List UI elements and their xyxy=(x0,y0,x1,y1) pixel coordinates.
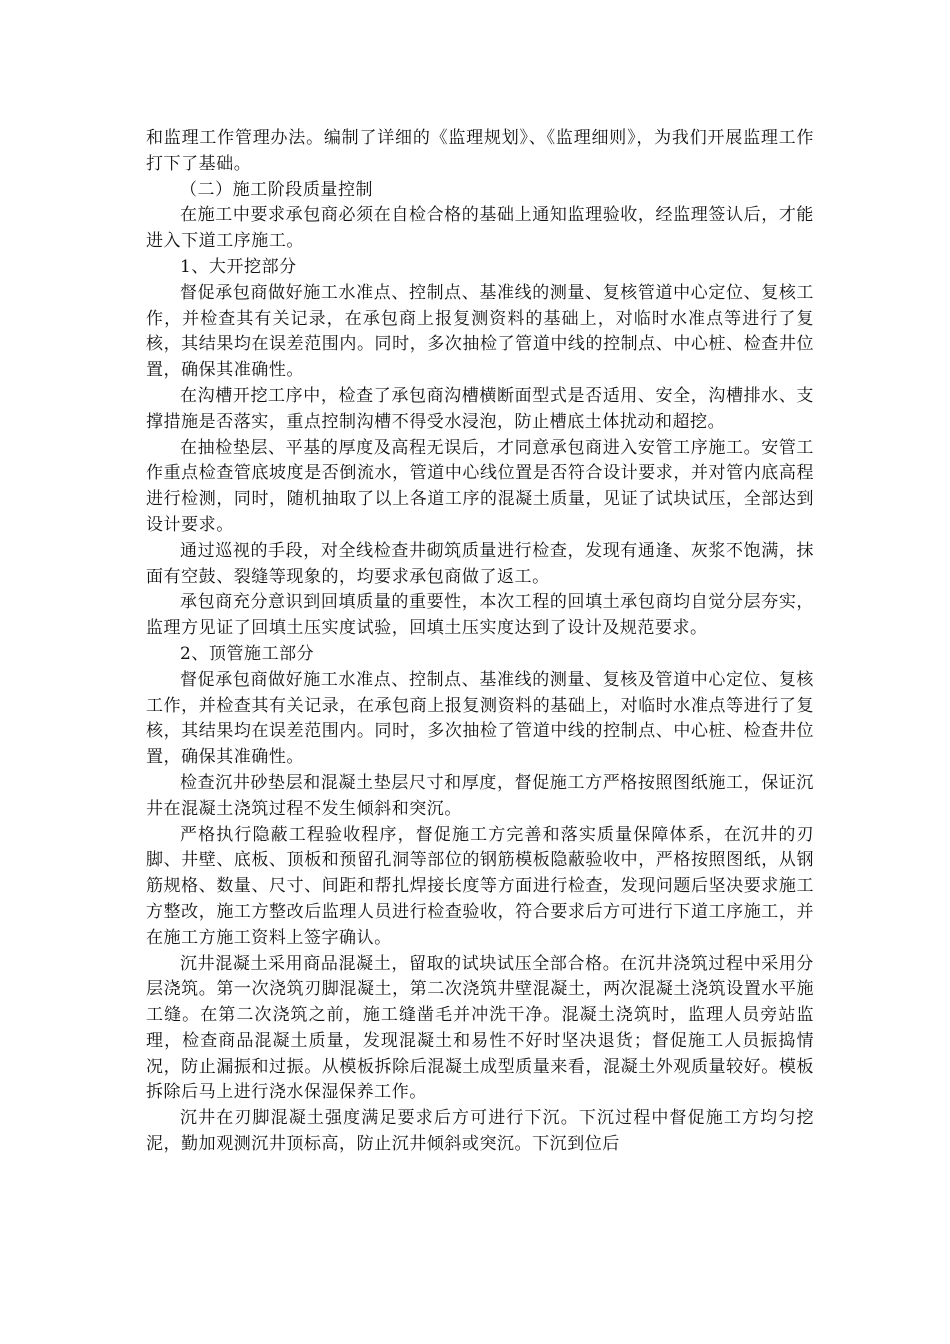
section-heading-construction-quality: （二）施工阶段质量控制 xyxy=(180,179,374,200)
paragraph: 沉井混凝土采用商品混凝土，留取的试块试压全部合格。在沉井浇筑过程中采用分层浇筑。第一次浇筑刃脚混凝土，第二次浇筑井壁混凝土，两次混凝土浇筑设置水平施工缝。在第二次浇筑之前，施工缝凿毛并冲洗干净。混凝土浇筑时，监理人员旁站监理，检查商品混凝土质量，发现混凝土和易性不好时坚决退货；督促施工人员振捣情况，防止漏振和过振。从模板拆除后混凝土成型质量来看，混凝土外观质量较好。模板拆除后马上进行浇水保湿保养工作。 xyxy=(146,953,814,1103)
document-body xyxy=(146,126,814,1158)
paragraph: 沉井在刃脚混凝土强度满足要求后方可进行下沉。下沉过程中督促施工方均匀挖泥，勤加观测沉井顶标高，防止沉井倾斜或突沉。下沉到位后 xyxy=(146,1108,814,1155)
paragraph-intro-continued: 和监理工作管理办法。编制了详细的《监理规划》、《监理细则》，为我们开展监理工作打下了基础。 xyxy=(146,128,814,174)
paragraph: 督促承包商做好施工水准点、控制点、基准线的测量、复核管道中心定位、复核工作，并检查其有关记录，在承包商上报复测资料的基础上，对临时水准点等进行了复核，其结果均在误差范围内。同时，多次抽检了管道中线的控制点、中心桩、检查井位置，确保其准确性。 xyxy=(146,282,814,381)
paragraph: 承包商充分意识到回填质量的重要性，本次工程的回填土承包商均自觉分层夯实，监理方见证了回填土压实度试验，回填土压实度达到了设计及规范要求。 xyxy=(146,592,814,639)
subsection-heading-pipe-jacking: 2、顶管施工部分 xyxy=(180,643,315,664)
subsection-heading-excavation: 1、大开挖部分 xyxy=(180,256,297,277)
paragraph: 严格执行隐蔽工程验收程序，督促施工方完善和落实质量保障体系，在沉井的刃脚、井壁、底板、顶板和预留孔洞等部位的钢筋模板隐蔽验收中，严格按照图纸，从钢筋规格、数量、尺寸、间距和帮扎焊接长度等方面进行检查，发现问题后坚决要求施工方整改，施工方整改后监理人员进行检查验收，符合要求后方可进行下道工序施工，并在施工方施工资料上签字确认。 xyxy=(146,824,814,948)
paragraph: 在施工中要求承包商必须在自检合格的基础上通知监理验收，经监理签认后，才能进入下道工序施工。 xyxy=(146,205,814,252)
paragraph: 检查沉井砂垫层和混凝土垫层尺寸和厚度，督促施工方严格按照图纸施工，保证沉井在混凝土浇筑过程不发生倾斜和突沉。 xyxy=(146,772,814,819)
paragraph: 通过巡视的手段，对全线检查井砌筑质量进行检查，发现有通逢、灰浆不饱满，抹面有空鼓、裂缝等现象的，均要求承包商做了返工。 xyxy=(146,540,814,587)
paragraph: 在沟槽开挖工序中，检查了承包商沟槽横断面型式是否适用、安全，沟槽排水、支撑措施是否落实，重点控制沟槽不得受水浸泡，防止槽底土体扰动和超挖。 xyxy=(146,385,814,432)
paragraph: 在抽检垫层、平基的厚度及高程无误后，才同意承包商进入安管工序施工。安管工作重点检查管底坡度是否倒流水，管道中心线位置是否符合设计要求，并对管内底高程进行检测，同时，随机抽取了以上各道工序的混凝土质量，见证了试块试压，全部达到设计要求。 xyxy=(146,437,814,535)
paragraph: 督促承包商做好施工水准点、控制点、基准线的测量、复核及管道中心定位、复核工作，并检查其有关记录，在承包商上报复测资料的基础上，对临时水准点等进行了复核，其结果均在误差范围内。同时，多次抽检了管道中线的控制点、中心桩、检查井位置，确保其准确性。 xyxy=(146,669,814,768)
